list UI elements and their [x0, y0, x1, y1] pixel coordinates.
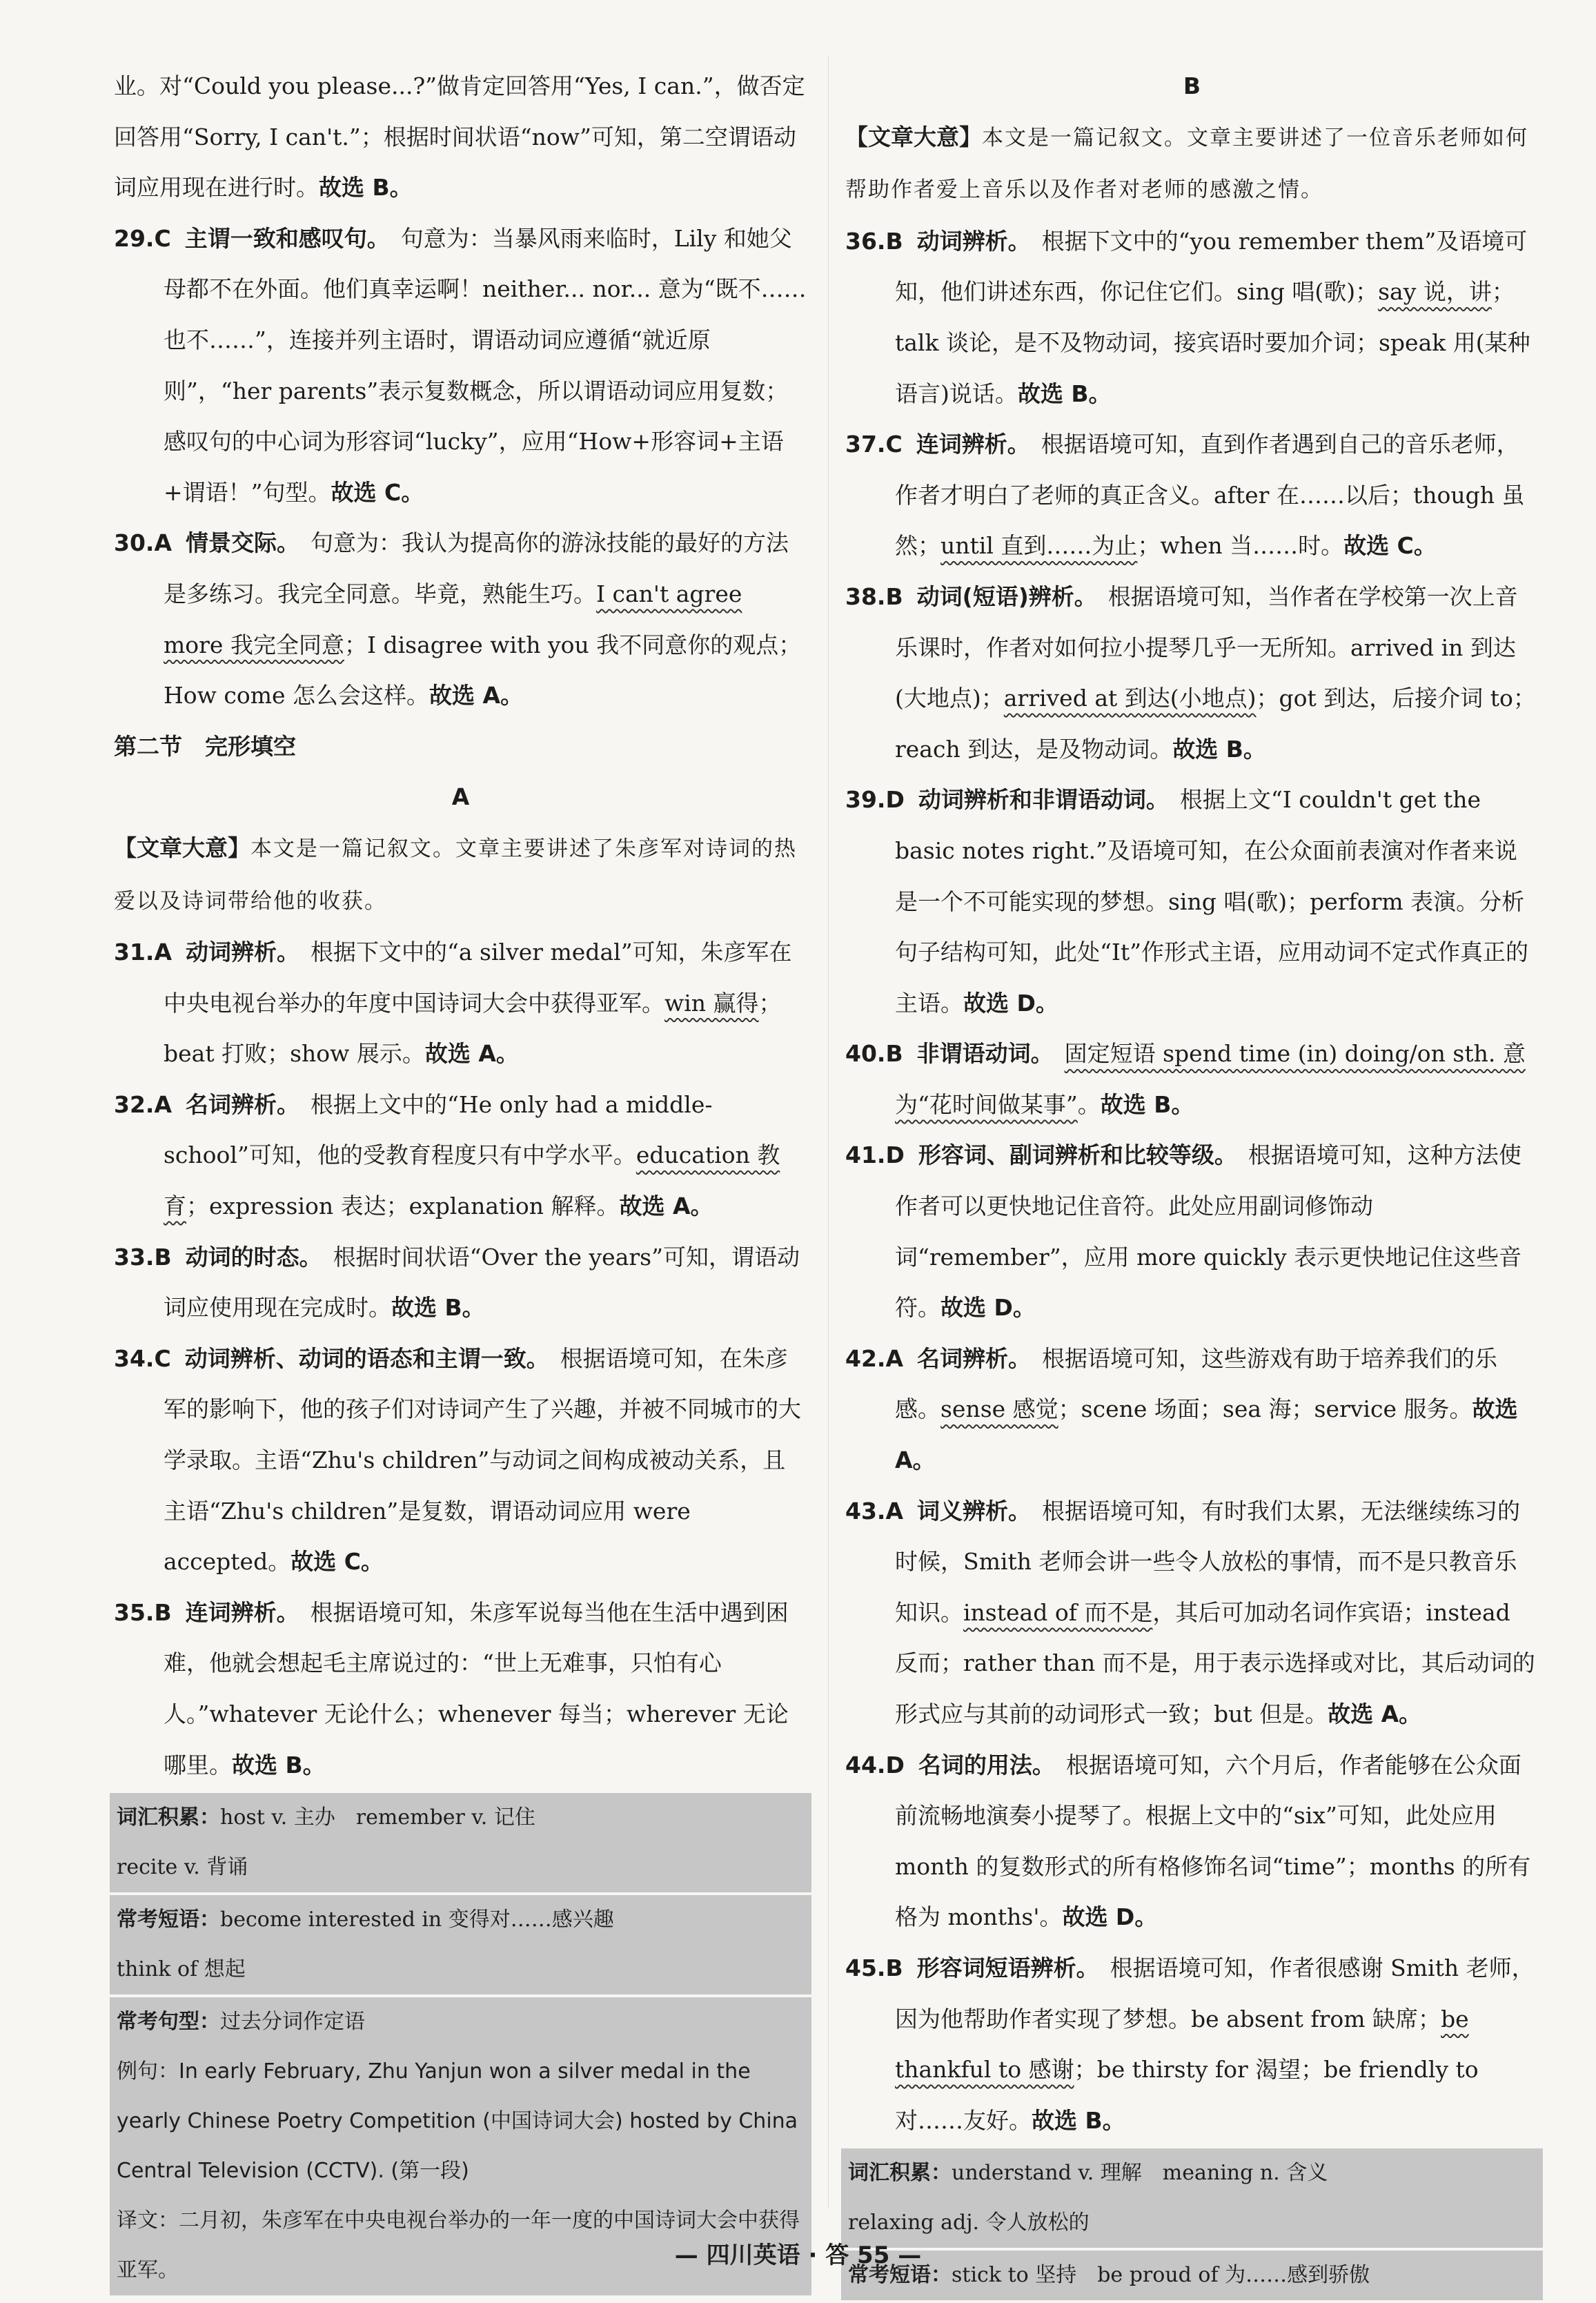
answer-text: 故选 B。 — [391, 1294, 485, 1322]
left-column — [114, 61, 807, 2298]
vocabulary-box — [841, 2148, 1543, 2248]
answer-text: 故选 D。 — [940, 1294, 1036, 1322]
answer-text: 故选 C。 — [1343, 532, 1437, 560]
answer-item-43 — [845, 1486, 1539, 1740]
answer-text: 故选 B。 — [1172, 735, 1266, 763]
answer-text: 故选 D。 — [1062, 1903, 1158, 1931]
page-footer: — 四川英语 · 答 55 — — [674, 2242, 922, 2269]
summary-text: 本文是一篇记叙文。文章主要讲述了朱彦军对诗词的热爱以及诗词带给他的收获。 — [114, 836, 797, 914]
underlined-phrase: be thankful to 感谢 — [895, 2005, 1469, 2084]
answer-item-30 — [114, 518, 807, 721]
item-explanation: 根据语境可知，直到作者遇到自己的音乐老师，作者才明白了老师的真正含义。after 在……以后；though 虽然； — [895, 431, 1525, 560]
item-category: 连词辨析。 — [185, 1598, 299, 1626]
item-category: 形容词短语辨析。 — [916, 1954, 1099, 1981]
item-explanation: ；expression 表达；explanation 解释。 — [186, 1193, 620, 1220]
item-explanation: 。 — [1077, 1090, 1101, 1118]
answer-text: 故选 A。 — [1328, 1701, 1422, 1727]
answer-text: 故选 C。 — [331, 478, 424, 506]
box-title: 词汇积累： — [848, 2161, 952, 2186]
item-category: 主谓一致和感叹句。 — [184, 224, 390, 252]
item-explanation: 根据语境可知，当作者在学校第一次上音乐课时，作者对如何拉小提琴几乎一无所知。arrived in 到达(大地点)； — [895, 582, 1518, 712]
answer-text: 故选 B。 — [319, 174, 413, 202]
continuation-paragraph — [114, 61, 807, 213]
passage-summary — [114, 823, 807, 927]
item-explanation: 根据上文中的“He only had a middle-school”可知，他的受教育程度只有中学水平。 — [164, 1090, 713, 1169]
item-explanation: ；scene 场面；sea 海；service 服务。 — [1058, 1395, 1472, 1423]
passage-label: A — [451, 783, 470, 811]
item-number: 29.C — [114, 224, 171, 252]
summary-tag: 【文章大意】 — [845, 123, 982, 150]
item-category: 词义辨析。 — [917, 1497, 1031, 1525]
item-number: 32.A — [114, 1090, 172, 1118]
item-number: 44.D — [845, 1751, 905, 1778]
item-number: 33.B — [114, 1243, 172, 1271]
answer-item-32 — [114, 1079, 807, 1232]
item-explanation: 根据下文中的“you remember them”及语境可知，他们讲述东西，你记住它们。sing 唱(歌)； — [895, 227, 1528, 306]
underlined-phrase: I can't agree more 我完全同意 — [164, 580, 742, 658]
answer-text: 故选 A。 — [424, 1040, 519, 1068]
item-explanation: 根据语境可知，作者很感谢 Smith 老师，因为他帮助作者实现了梦想。be absent from 缺席； — [895, 1954, 1535, 2032]
column-divider — [828, 55, 829, 2208]
item-number: 34.C — [114, 1344, 171, 1372]
answer-item-45 — [845, 1943, 1539, 2146]
item-category: 连词辨析。 — [916, 431, 1030, 458]
underlined-phrase: sense 感觉 — [940, 1395, 1058, 1423]
answer-item-29 — [114, 213, 807, 518]
underlined-phrase: win 赢得 — [664, 989, 759, 1017]
item-explanation: 句意为：当暴风雨来临时，Lily 和她父母都不在外面。他们真幸运啊！neither... nor... 意为“既不……也不……”，连接并列主语时，谓语动词应遵循“就近原则”，“her parents”表示复数概念，所以谓语动词应用复数；感叹句的中心词为形容词“lucky”，应用“How+形容词+主语+谓语！”句型。 — [164, 224, 807, 506]
answer-item-42 — [845, 1333, 1539, 1486]
example-sentence: 例句：In early February, Zhu Yanjun won a silver medal in the yearly Chinese Poetry Competition (中国诗词大会) hosted by China Central Television (CCTV). (第一段) — [117, 2059, 798, 2184]
item-explanation: 根据语境可知，在朱彦军的影响下，他的孩子们对诗词产生了兴趣，并被不同城市的大学录取。主语“Zhu's children”与动词之间构成被动关系，且主语“Zhu's children”是复数，谓语动词应用 were accepted。 — [164, 1344, 801, 1576]
item-explanation: 根据下文中的“a silver medal”可知，朱彦军在中央电视台举办的年度中国诗词大会中获得亚军。 — [164, 939, 792, 1017]
item-category: 动词的时态。 — [185, 1243, 322, 1271]
answer-text: 故选 A。 — [429, 682, 524, 709]
summary-text: 本文是一篇记叙文。文章主要讲述了一位音乐老师如何帮助作者爱上音乐以及作者对老师的感激之情。 — [845, 125, 1528, 203]
box-title: 词汇积累： — [117, 1805, 220, 1830]
answer-item-44 — [845, 1740, 1539, 1943]
item-category: 动词辨析。 — [916, 227, 1031, 255]
box-title: 常考短语： — [848, 2263, 952, 2288]
answer-item-35 — [114, 1587, 807, 1790]
item-explanation: 根据语境可知，这些游戏有助于培养我们的乐感。 — [895, 1344, 1497, 1423]
box-line: become interested in 变得对……感兴趣 — [220, 1908, 614, 1932]
answer-text: 故选 A。 — [619, 1193, 713, 1220]
item-category: 动词辨析、动词的语态和主谓一致。 — [184, 1344, 549, 1372]
passage-summary — [845, 112, 1539, 216]
answer-text: 故选 B。 — [1032, 2106, 1125, 2134]
right-column — [845, 61, 1539, 2303]
item-explanation: 根据上文“I couldn't get the basic notes right.”及语境可知，在公众面前表演对作者来说是一个不可能实现的梦想。sing 唱(歌)；perform 表演。分析句子结构可知，此处“It”作形式主语，应用动词不定式作真正的主语。 — [895, 786, 1529, 1017]
box-line: recite v. 背诵 — [117, 1855, 248, 1880]
item-category: 非谓语动词。 — [916, 1040, 1054, 1068]
item-explanation: ；I disagree with you 我不同意你的观点；How come 怎么会这样。 — [164, 631, 802, 709]
item-explanation: ；beat 打败；show 展示。 — [164, 989, 782, 1068]
item-number: 43.A — [845, 1497, 903, 1525]
item-explanation: ，其后可加动名词作宾语；instead 反而；rather than 而不是，用于表示选择或对比，其后动词的形式应与其前的动词形式一致；but 但是。 — [895, 1598, 1535, 1727]
underlined-phrase: instead of 而不是 — [963, 1598, 1153, 1626]
item-explanation: 根据时间状语“Over the years”可知，谓语动词应使用现在完成时。 — [164, 1243, 800, 1322]
answer-item-33 — [114, 1232, 807, 1333]
item-number: 45.B — [845, 1954, 903, 1981]
answer-item-37 — [845, 419, 1539, 571]
answer-text: 故选 B。 — [1017, 380, 1112, 407]
item-explanation: 句意为：我认为提高你的游泳技能的最好的方法是多练习。我完全同意。毕竟，熟能生巧。 — [164, 529, 789, 607]
underlined-phrase: say 说，讲 — [1378, 278, 1492, 306]
box-title: 常考短语： — [117, 1908, 220, 1932]
answer-text: 故选A。 — [895, 1395, 1518, 1474]
answer-item-34 — [114, 1333, 807, 1587]
translation-text: 译文：二月初，朱彦军在中央电视台举办的一年一度的中国诗词大会中获得亚军。 — [117, 2208, 800, 2283]
vocabulary-box — [110, 1793, 811, 1892]
item-number: 41.D — [845, 1141, 905, 1169]
underlined-phrase: arrived at 到达(小地点) — [1003, 685, 1257, 712]
item-number: 35.B — [114, 1598, 172, 1626]
box-line: 过去分词作定语 — [220, 2010, 365, 2035]
item-category: 情景交际。 — [186, 529, 299, 557]
answer-item-40 — [845, 1028, 1539, 1130]
box-line: understand v. 理解 meaning n. 含义 — [952, 2161, 1328, 2186]
item-category: 动词辨析。 — [186, 939, 299, 966]
answer-text: 故选 C。 — [290, 1548, 384, 1576]
section-heading: 第二节 完形填空 — [114, 732, 296, 760]
phrases-box — [110, 1895, 811, 1995]
answer-item-41 — [845, 1130, 1539, 1333]
item-number: 42.A — [845, 1344, 903, 1372]
item-category: 名词辨析。 — [186, 1090, 299, 1118]
item-number: 36.B — [845, 227, 903, 255]
item-number: 30.A — [114, 529, 172, 557]
item-explanation: ；be thirsty for 渴望；be friendly to 对……友好。 — [895, 2056, 1479, 2134]
underlined-phrase: 固定短语 spend time (in) doing/on sth. 意为“花时间做某事” — [895, 1040, 1526, 1118]
item-number: 31.A — [114, 939, 172, 966]
answer-item-39 — [845, 774, 1539, 1028]
answer-item-36 — [845, 216, 1539, 419]
item-category: 形容词、副词辨析和比较等级。 — [918, 1141, 1237, 1169]
box-line: host v. 主办 remember v. 记住 — [220, 1805, 535, 1830]
item-explanation: 根据语境可知，有时我们太累，无法继续练习的时候，Smith 老师会讲一些令人放松的事情，而不是只教音乐知识。 — [895, 1497, 1520, 1626]
answer-text: 故选 D。 — [963, 989, 1058, 1017]
item-explanation: 根据语境可知，六个月后，作者能够在公众面前流畅地演奏小提琴了。根据上文中的“six”可知，此处应用 month 的复数形式的所有格修饰名词“time”；months 的所有格为 months'。 — [895, 1751, 1531, 1931]
paragraph-text: 业。对“Could you please...?”做肯定回答用“Yes, I can.”，做否定回答用“Sorry, I can't.”；根据时间状语“now”可知，第二空谓语动词应用现在进行时。 — [114, 72, 805, 202]
underlined-phrase: until 直到……为止 — [940, 532, 1138, 560]
item-explanation: ；got 到达，后接介词 to；reach 到达，是及物动词。 — [895, 685, 1536, 763]
item-explanation: 根据语境可知，这种方法使作者可以更快地记住音符。此处应用副词修饰动词“remember”，应用 more quickly 表示更快地记住这些音符。 — [895, 1141, 1522, 1322]
item-number: 39.D — [845, 786, 905, 814]
item-category: 动词辨析和非谓语动词。 — [918, 786, 1169, 814]
item-explanation: 根据语境可知，朱彦军说每当他在生活中遇到困难，他就会想起毛主席说过的：“世上无难事，只怕有心人。”whatever 无论什么；whenever 每当；wherever 无论哪里。 — [164, 1598, 789, 1778]
item-category: 名词的用法。 — [918, 1751, 1055, 1778]
item-explanation: ；when 当……时。 — [1137, 532, 1344, 560]
answer-item-31 — [114, 927, 807, 1079]
item-number: 38.B — [845, 582, 903, 610]
answer-text: 故选 B。 — [1100, 1090, 1194, 1118]
summary-tag: 【文章大意】 — [114, 834, 250, 861]
box-line: think of 想起 — [117, 1957, 246, 1982]
box-title: 常考句型： — [117, 2010, 220, 2035]
item-category: 名词辨析。 — [917, 1344, 1031, 1372]
item-number: 37.C — [845, 431, 903, 458]
box-line: stick to 坚持 be proud of 为……感到骄傲 — [952, 2263, 1370, 2288]
answer-text: 故选 B。 — [232, 1751, 326, 1778]
answer-item-38 — [845, 571, 1539, 774]
passage-label: B — [1183, 72, 1201, 99]
box-line: relaxing adj. 令人放松的 — [848, 2211, 1090, 2235]
item-category: 动词(短语)辨析。 — [916, 582, 1097, 610]
item-explanation: ；talk 谈论，是不及物动词，接宾语时要加介词；speak 用(某种语言)说话。 — [895, 278, 1530, 407]
underlined-phrase: education 教育 — [164, 1141, 780, 1220]
item-number: 40.B — [845, 1040, 903, 1068]
